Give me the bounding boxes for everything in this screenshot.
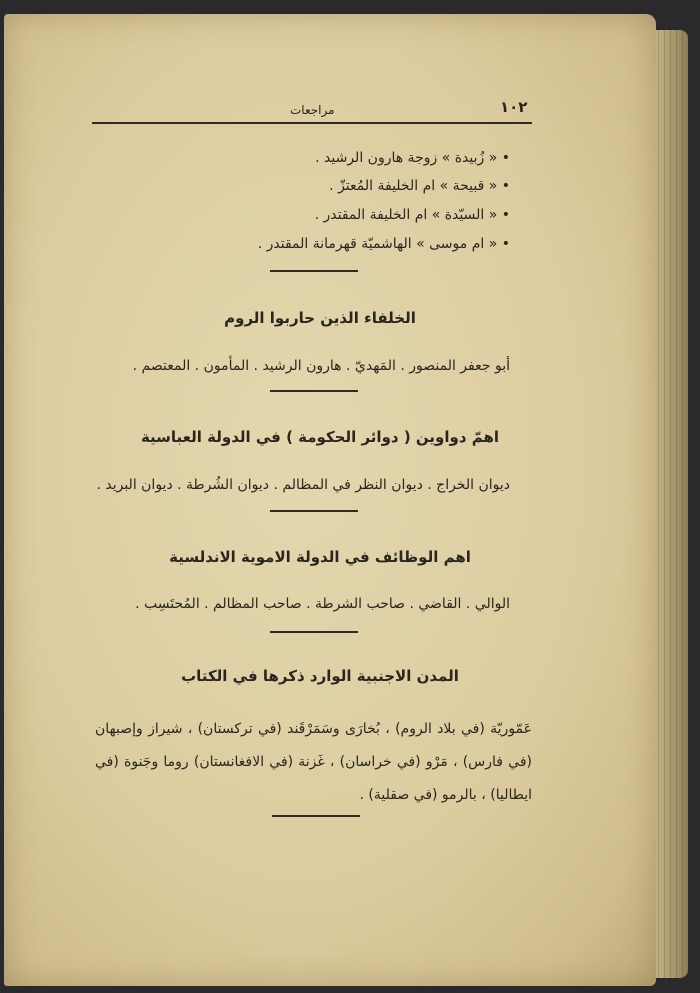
list-item: • « زُبيدة » زوجة هارون الرشيد . <box>315 150 510 166</box>
page-number: ١٠٢ <box>500 98 528 116</box>
section-heading: الخلفاء الذين حاربوا الروم <box>224 309 416 327</box>
running-head: مراجعات <box>290 103 335 117</box>
section-heading: المدن الاجنبية الوارد ذكرها في الكتاب <box>181 667 459 685</box>
list-item: • « السيّدة » ام الخليفة المقتدر . <box>314 207 510 223</box>
section-body: أبو جعفر المنصور . المَهديّ . هارون الرشيد . المأمون . المعتصم . <box>132 358 510 374</box>
section-body: الوالي . القاضي . صاحب الشرطة . صاحب المظالم . المُحتَسِب . <box>135 596 510 612</box>
section-divider <box>270 270 358 272</box>
header-rule <box>92 122 532 124</box>
section-heading: اهمّ دواوين ( دوائر الحكومة ) في الدولة العباسية <box>140 428 500 446</box>
section-heading: اهم الوظائف في الدولة الاموية الاندلسية <box>169 548 471 566</box>
section-divider <box>270 390 358 392</box>
section-divider <box>270 510 358 512</box>
section-body: عَمّوريّة (في بلاد الروم) ، بُخارَى وسَمَرْقَند (في تركستان) ، شيراز وإصبهان (في فارس) ، مَرْو (في خراسان) ، غَزنة (في الافغانستان) روما وجَنوة (في ايطاليا) ، بالرمو (في صقلية) . <box>95 721 532 803</box>
list-item: • « قبيحة » ام الخليفة المُعتزّ . <box>329 178 510 194</box>
section-divider <box>272 815 360 817</box>
list-item: • « ام موسى » الهاشميّة قهرمانة المقتدر . <box>257 236 510 252</box>
section-divider <box>270 631 358 633</box>
section-body: ديوان الخراج . ديوان النظر في المظالم . ديوان الشُرطة . ديوان البريد . <box>96 477 510 493</box>
